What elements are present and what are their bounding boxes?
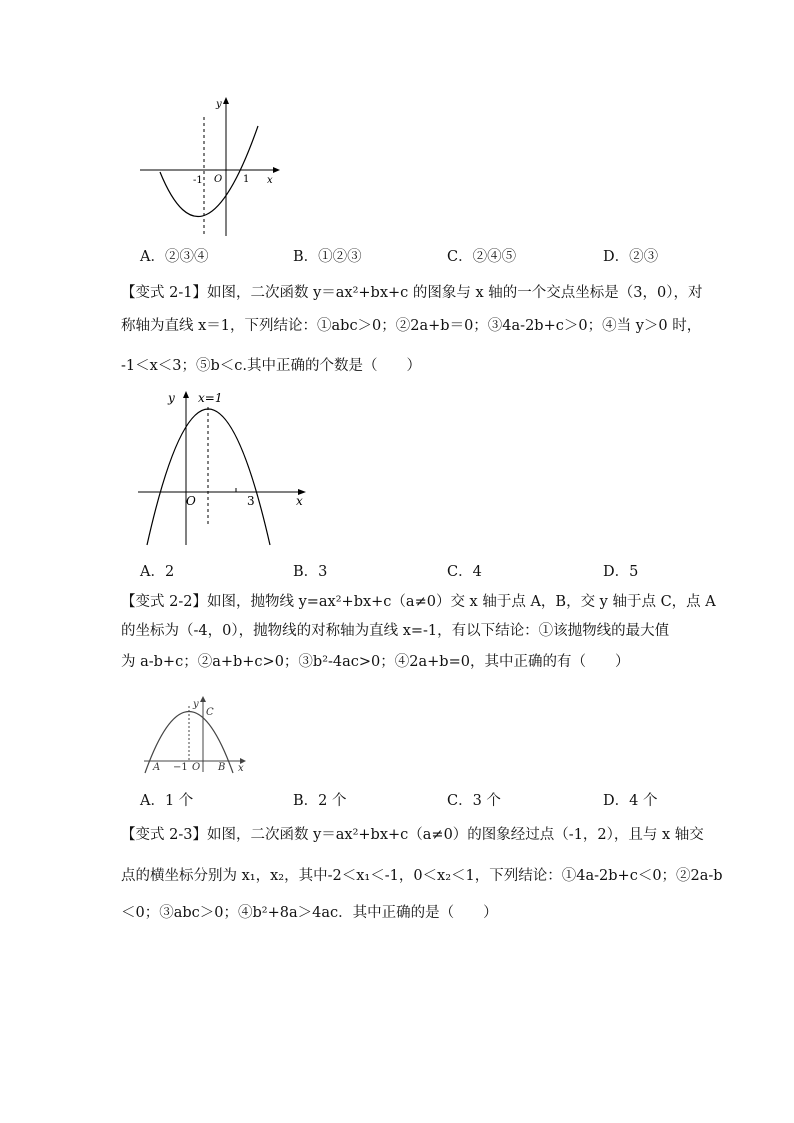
point-a-label: A [153, 762, 161, 773]
origin-label: O [214, 174, 223, 185]
q1-option-b[interactable]: B．3 [293, 564, 328, 580]
point-c-label: C [206, 707, 214, 718]
y-axis-arrow [183, 391, 189, 398]
q2-stem-line-1: 【变式 2-2】如图，抛物线 y=ax²+bx+c（a≠0）交 x 轴于点 A，B，交 y 轴于点 C，点 A [121, 594, 716, 610]
q2-option-c[interactable]: C．3 个 [447, 793, 501, 809]
point-b-label: B [218, 762, 226, 773]
q1-stem-line-3: -1＜x＜3；⑤b＜c.其中正确的个数是（ ） [121, 358, 422, 374]
y-axis-label: y [193, 699, 199, 710]
q1-option-d[interactable]: D．5 [603, 564, 639, 580]
q3-stem-line-3: ＜0；③abc＞0；④b²+8a＞4ac．其中正确的是（ ） [121, 905, 498, 921]
q1-stem-line-1: 【变式 2-1】如图，二次函数 y＝ax²+bx+c 的图象与 x 轴的一个交点坐标是（3，0），对 [121, 285, 703, 301]
origin-label: O [186, 494, 196, 508]
parabola-graph-2 [130, 385, 320, 550]
y-axis-label: y [168, 391, 175, 405]
q1-stem-line-2: 称轴为直线 x＝1，下列结论：①abc＞0；②2a+b＝0；③4a-2b+c＞0；④当 y＞0 时， [121, 318, 702, 334]
q0-option-c[interactable]: C．②④⑤ [447, 249, 517, 265]
q1-option-a[interactable]: A．2 [140, 564, 175, 580]
y-axis-label: y [216, 99, 222, 110]
parabola-graph-1 [130, 92, 290, 242]
y-axis-arrow [223, 97, 229, 104]
q0-option-a[interactable]: A．②③④ [140, 249, 209, 265]
q3-stem-line-2: 点的横坐标分别为 x₁，x₂，其中-2＜x₁＜-1，0＜x₂＜1，下列结论：①4a-2b+c＜0；②2a-b [121, 868, 723, 884]
x-axis-label: x [238, 763, 244, 774]
q2-stem-line-3: 为 a-b+c；②a+b+c>0；③b²-4ac>0；④2a+b=0，其中正确的有（ ） [121, 654, 630, 670]
q2-option-d[interactable]: D．4 个 [603, 793, 658, 809]
x-axis-label: x [296, 494, 303, 508]
q0-option-d[interactable]: D．②③ [603, 249, 659, 265]
tick-label-1: 1 [243, 174, 250, 185]
q1-option-c[interactable]: C．4 [447, 564, 482, 580]
q3-stem-line-1: 【变式 2-3】如图，二次函数 y＝ax²+bx+c（a≠0）的图象经过点（-1，2），且与 x 轴交 [121, 827, 704, 843]
y-axis-arrow [200, 696, 206, 702]
q2-option-b[interactable]: B．2 个 [293, 793, 347, 809]
symmetry-axis-label: x=1 [198, 391, 223, 405]
x-axis-label: x [267, 175, 273, 186]
q0-option-b[interactable]: B．①②③ [293, 249, 362, 265]
tick-label-neg1: -1 [193, 175, 203, 186]
x-axis-arrow [273, 167, 280, 173]
parabola-curve [147, 409, 270, 545]
parabola-graph-3 [140, 696, 260, 776]
q2-option-a[interactable]: A．1 个 [140, 793, 194, 809]
tick-label-neg1: −1 [173, 762, 188, 773]
q2-stem-line-2: 的坐标为（-4，0），抛物线的对称轴为直线 x=-1，有以下结论：①该抛物线的最大值 [121, 623, 670, 639]
origin-label: O [192, 762, 201, 773]
tick-label-3: 3 [247, 494, 255, 508]
parabola-curve [160, 126, 258, 217]
